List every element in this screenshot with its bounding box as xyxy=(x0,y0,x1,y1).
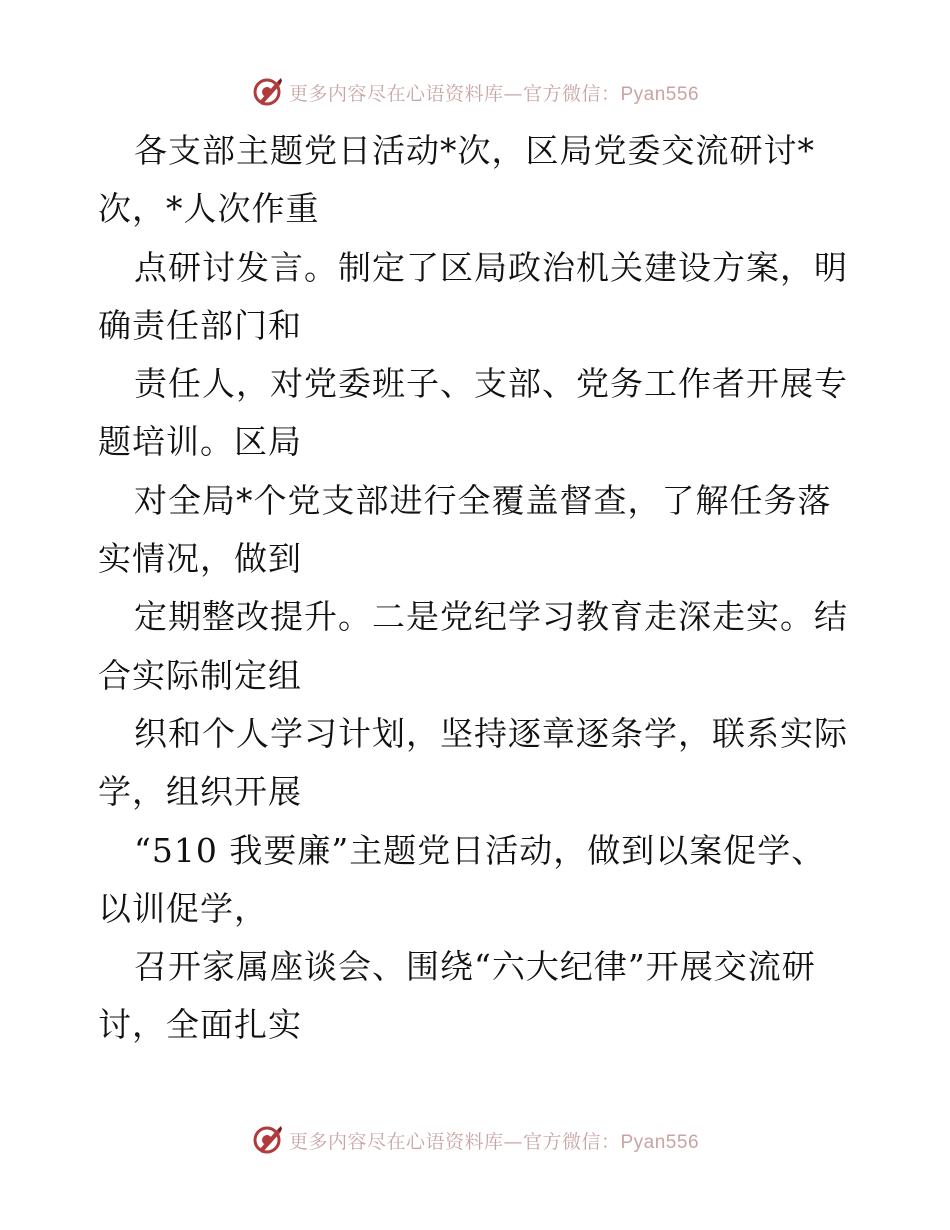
body-line: 学，组织开展 xyxy=(98,772,302,812)
document-body xyxy=(98,122,858,1055)
footer-wechat-id: Pyan556 xyxy=(620,1131,700,1153)
body-line: 织和个人学习计划，坚持逐章逐条学，联系实际 xyxy=(134,713,848,753)
body-line: 确责任部门和 xyxy=(98,305,302,345)
header-wechat-id: Pyan556 xyxy=(620,83,700,105)
body-line: “510 我要廉”主题党日活动，做到以案促学、 xyxy=(134,830,826,870)
header-banner xyxy=(0,72,950,112)
body-line: 次，*人次作重 xyxy=(98,189,320,229)
body-line: 点研讨发言。制定了区局政治机关建设方案，明 xyxy=(134,247,848,287)
body-line: 实情况，做到 xyxy=(98,539,302,579)
pen-logo-icon xyxy=(251,1124,283,1156)
body-line: 对全局*个党支部进行全覆盖督查，了解任务落 xyxy=(134,480,832,520)
body-line: 讨，全面扎实 xyxy=(98,1005,302,1045)
body-line: 题培训。区局 xyxy=(98,422,302,462)
body-line: 以训促学， xyxy=(98,888,268,928)
body-line: 责任人，对党委班子、支部、党务工作者开展专 xyxy=(134,364,848,404)
pen-logo-icon xyxy=(251,76,283,108)
body-line: 合实际制定组 xyxy=(98,655,302,695)
footer-banner xyxy=(0,1120,950,1160)
body-line: 各支部主题党日活动*次，区局党委交流研讨* xyxy=(134,131,815,170)
body-line: 定期整改提升。二是党纪学习教育走深走实。结 xyxy=(134,597,848,637)
body-line: 召开家属座谈会、围绕“六大纪律”开展交流研 xyxy=(134,947,816,987)
header-banner-text: 更多内容尽在心语资料库—官方微信：Pyan556 xyxy=(288,82,700,105)
footer-banner-text: 更多内容尽在心语资料库—官方微信：Pyan556 xyxy=(288,1130,700,1153)
